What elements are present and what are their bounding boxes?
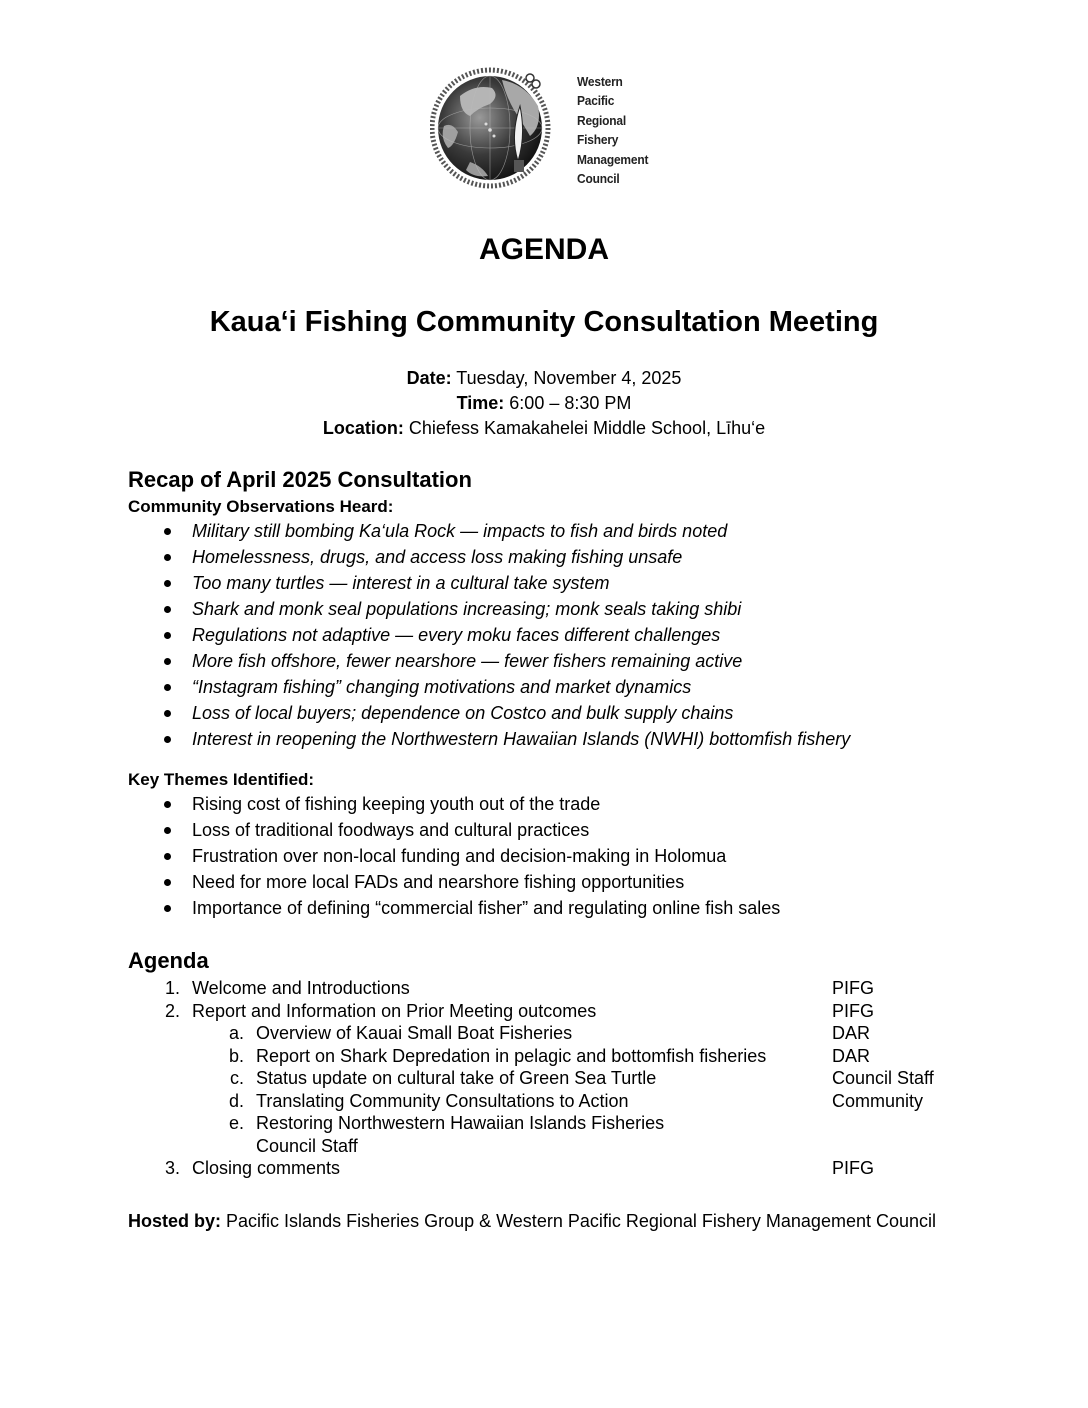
hosted-by xyxy=(128,1208,958,1234)
themes-heading: Key Themes Identified: xyxy=(128,770,315,789)
agenda-heading: Agenda xyxy=(128,948,209,973)
globe-emblem-icon xyxy=(430,66,555,191)
agenda-subitem: e. Restoring Northwestern Hawaiian Islands Fisheries xyxy=(228,1113,665,1133)
agenda-subitem-presenter-wrap xyxy=(128,1135,968,1158)
agenda-subitem: d. Translating Community Consultations to Action Community xyxy=(228,1090,924,1111)
presenter: PIFG xyxy=(832,1158,875,1178)
list-item: “Instagram fishing” changing motivations and market dynamics xyxy=(128,674,968,700)
bullet-icon xyxy=(164,684,171,691)
logo-line: Regional xyxy=(577,112,627,128)
list-item: Shark and monk seal populations increasing; monk seals taking shibi xyxy=(128,596,968,622)
bullet-icon xyxy=(164,554,171,561)
logo-line: Management xyxy=(577,151,649,167)
observations-list xyxy=(128,518,968,752)
hosted-value: Pacific Islands Fisheries Group & Western Pacific Regional Fishery Management Council xyxy=(226,1211,937,1231)
presenter: Community xyxy=(832,1090,924,1111)
bullet-icon xyxy=(164,606,171,613)
presenter: Council Staff xyxy=(256,1135,358,1156)
list-item: Too many turtles — interest in a cultural take system xyxy=(128,570,968,596)
logo-line: Fishery xyxy=(577,132,619,148)
presenter: PIFG xyxy=(832,978,875,998)
bullet-icon xyxy=(164,879,171,886)
agenda-item: 2. Report and Information on Prior Meeting outcomes PIFG xyxy=(164,1000,875,1021)
bullet-icon xyxy=(164,658,171,665)
bullet-icon xyxy=(164,632,171,639)
location-line xyxy=(0,416,1088,441)
agenda-subitem: b. Report on Shark Depredation in pelagic and bottomfish fisheries DAR xyxy=(228,1045,871,1066)
list-item: Regulations not adaptive — every moku faces different challenges xyxy=(128,622,968,648)
bullet-icon xyxy=(164,827,171,834)
observations-heading: Community Observations Heard: xyxy=(128,497,394,516)
bullet-icon xyxy=(164,528,171,535)
logo-line: Western xyxy=(577,74,623,89)
bullet-icon xyxy=(164,801,171,808)
bullet-icon xyxy=(164,736,171,743)
list-item: Loss of local buyers; dependence on Costco and bulk supply chains xyxy=(128,700,968,726)
date-label: Date: xyxy=(406,368,452,388)
date-value: Tuesday, November 4, 2025 xyxy=(456,368,682,388)
recap-heading: Recap of April 2025 Consultation xyxy=(128,467,472,492)
presenter: Council Staff xyxy=(832,1068,934,1088)
logo-line: Council xyxy=(577,171,620,187)
list-item: Importance of defining “commercial fisher” and regulating online fish sales xyxy=(128,895,968,921)
presenter: DAR xyxy=(832,1045,871,1066)
bullet-icon xyxy=(164,905,171,912)
council-logo xyxy=(430,66,670,196)
presenter: PIFG xyxy=(832,1000,875,1021)
agenda-item: 1. Welcome and Introductions PIFG xyxy=(164,978,875,998)
list-item: Interest in reopening the Northwestern Hawaiian Islands (NWHI) bottomfish fishery xyxy=(128,726,968,752)
meeting-details xyxy=(0,366,1088,441)
bullet-icon xyxy=(164,580,171,587)
main-content xyxy=(128,464,968,1180)
list-item: Loss of traditional foodways and cultural practices xyxy=(128,817,968,843)
list-item: More fish offshore, fewer nearshore — fewer fishers remaining active xyxy=(128,648,968,674)
themes-list xyxy=(128,791,968,921)
agenda-list xyxy=(128,977,968,1180)
list-item: Need for more local FADs and nearshore fishing opportunities xyxy=(128,869,968,895)
time-value: 6:00 – 8:30 PM xyxy=(509,393,632,413)
time-line xyxy=(0,391,1088,416)
logo-line: Pacific xyxy=(577,93,615,109)
list-item: Frustration over non-local funding and decision-making in Holomua xyxy=(128,843,968,869)
agenda-subitem: c. Status update on cultural take of Green Sea Turtle Council Staff xyxy=(229,1068,934,1088)
location-label: Location: xyxy=(322,418,404,438)
council-name xyxy=(577,72,648,188)
list-item: Homelessness, drugs, and access loss making fishing unsafe xyxy=(128,544,968,570)
agenda-subitem: a. Overview of Kauai Small Boat Fisheries DAR xyxy=(228,1023,871,1043)
date-line xyxy=(0,366,1088,391)
meeting-title: Kaua‘i Fishing Community Consultation Meeting xyxy=(209,306,879,338)
bullet-icon xyxy=(164,710,171,717)
page-title: AGENDA xyxy=(478,233,609,266)
bullet-icon xyxy=(164,853,171,860)
time-label: Time: xyxy=(456,393,505,413)
list-item: Rising cost of fishing keeping youth out of the trade xyxy=(128,791,968,817)
agenda-item: 3. Closing comments PIFG xyxy=(164,1158,875,1178)
hosted-label: Hosted by: xyxy=(128,1211,222,1231)
presenter: DAR xyxy=(832,1023,871,1043)
location-value: Chiefess Kamakahelei Middle School, Līhu‘e xyxy=(408,418,766,438)
list-item: Military still bombing Ka‘ula Rock — impacts to fish and birds noted xyxy=(128,518,968,544)
